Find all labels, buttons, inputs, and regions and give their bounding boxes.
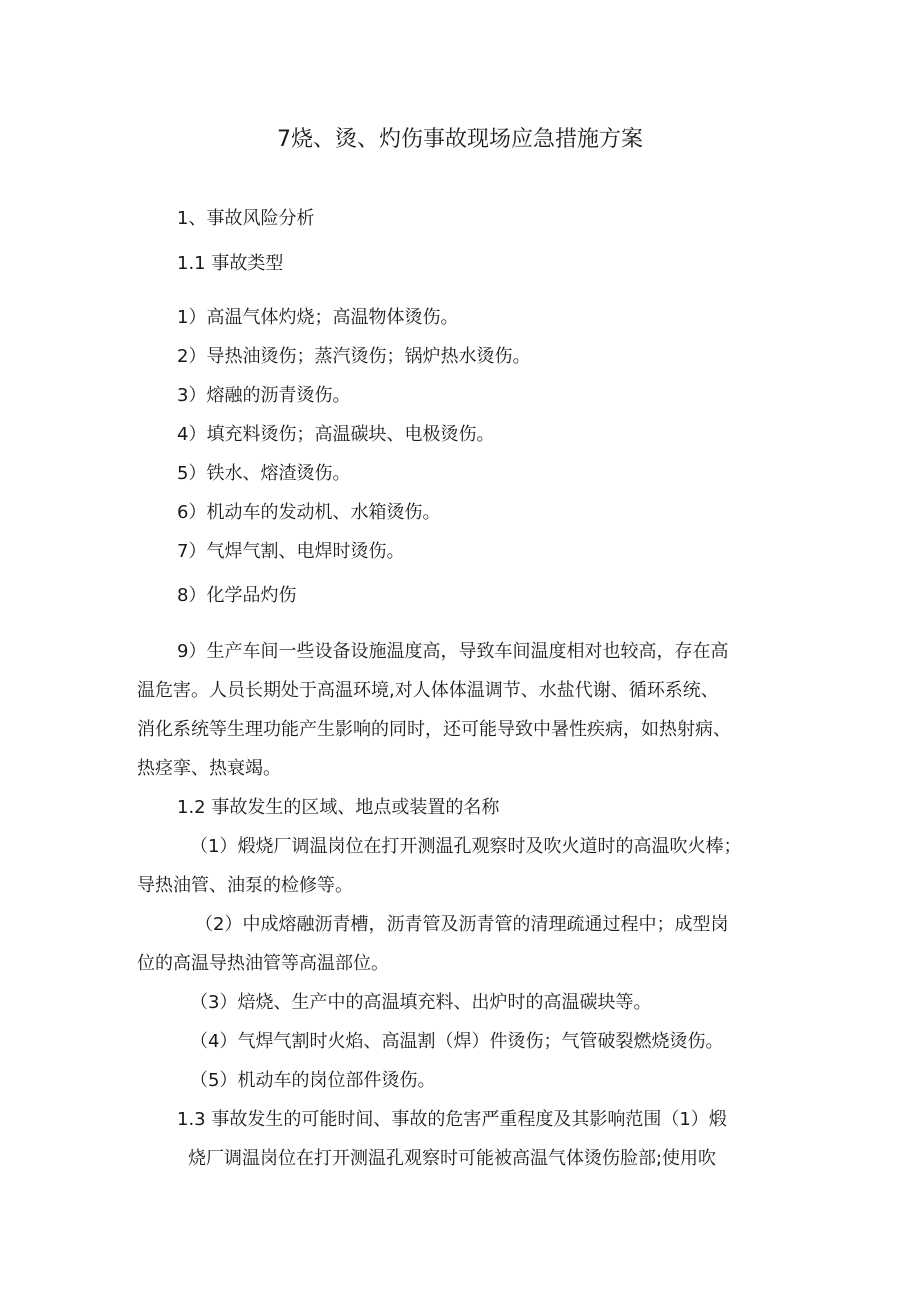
section-heading-1-1: 1.1 事故类型 [177,253,284,274]
list-item: 6）机动车的发动机、水箱烫伤。 [177,502,441,523]
paragraph-line: 烧厂调温岗位在打开测温孔观察时可能被高温气体烫伤脸部;使用吹 [188,1148,717,1169]
paragraph-line: 位的高温导热油管等高温部位。 [137,953,389,974]
section-heading-1: 1、事故风险分析 [177,208,315,229]
document-title: 7烧、烫、灼伤事故现场应急措施方案 [277,127,643,152]
paragraph-line: 热痉挛、热衰竭。 [137,758,281,779]
list-item: 1）高温气体灼烧；高温物体烫伤。 [177,307,459,328]
paragraph-line: 导热油管、油泵的检修等。 [137,875,353,896]
list-item: 7）气焊气割、电焊时烫伤。 [177,541,405,562]
paragraph-line: （2）中成熔融沥青槽，沥青管及沥青管的清理疏通过程中；成型岗 [195,914,729,935]
paragraph-line: （1）煅烧厂调温岗位在打开测温孔观察时及吹火道时的高温吹火棒； [190,836,742,857]
list-item: 8）化学品灼伤 [177,585,297,606]
paragraph-line: （5）机动车的岗位部件烫伤。 [190,1070,436,1091]
list-item: 3）熔融的沥青烫伤。 [177,385,351,406]
list-item: 5）铁水、熔渣烫伤。 [177,463,351,484]
paragraph-line: 消化系统等生理功能产生影响的同时，还可能导致中暑性疾病，如热射病、 [137,719,731,740]
list-item: 4）填充料烫伤；高温碳块、电极烫伤。 [177,424,495,445]
paragraph-line: 9）生产车间一些设备设施温度高，导致车间温度相对也较高，存在高 [177,641,729,662]
section-heading-1-3: 1.3 事故发生的可能时间、事故的危害严重程度及其影响范围（1）煅 [177,1109,727,1130]
paragraph-line: （3）焙烧、生产中的高温填充料、出炉时的高温碳块等。 [190,992,652,1013]
list-item: 2）导热油烫伤；蒸汽烫伤；锅炉热水烫伤。 [177,346,531,367]
section-heading-1-2: 1.2 事故发生的区域、地点或装置的名称 [177,797,500,818]
paragraph-line: 温危害。人员长期处于高温环境,对人体体温调节、水盐代谢、循环系统、 [137,680,719,701]
paragraph-line: （4）气焊气割时火焰、高温割（焊）件烫伤；气管破裂燃烧烫伤。 [190,1031,724,1052]
